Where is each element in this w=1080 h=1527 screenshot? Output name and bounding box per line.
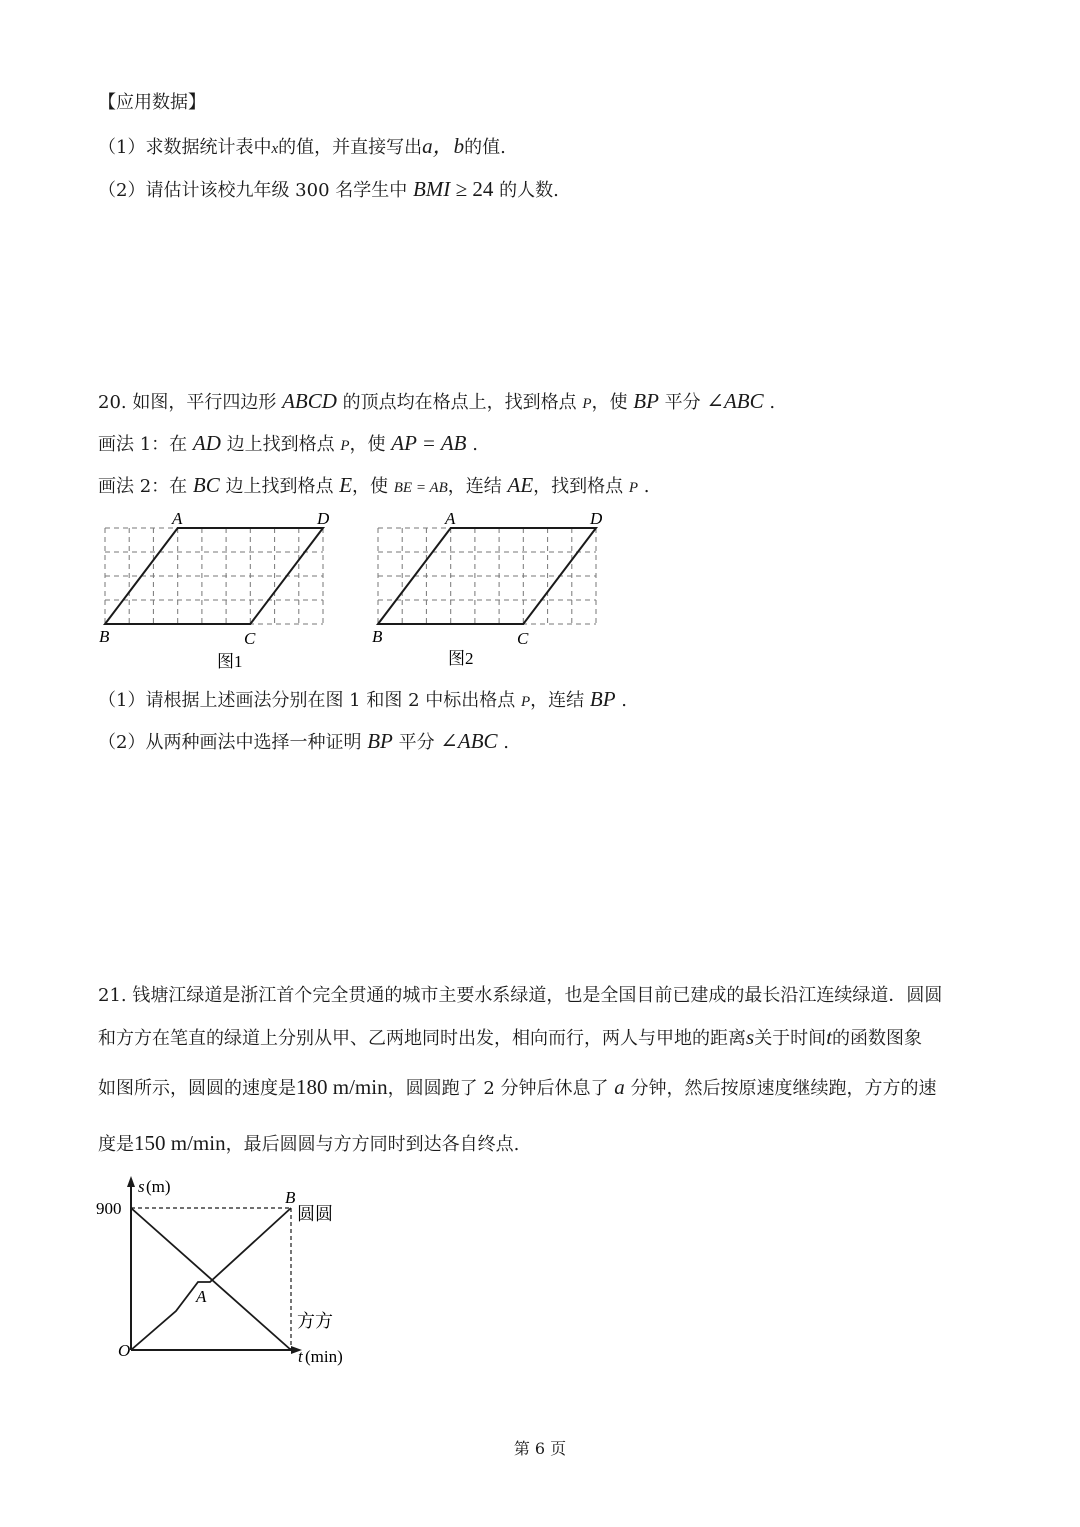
- grid-lines: [105, 528, 323, 624]
- series-yuanyuan-label: 圆圆: [297, 1204, 333, 1224]
- label-a: A: [445, 509, 456, 528]
- q20-method1: 画法 1：在 AD 边上找到格点 P，使 AP = AB .: [98, 431, 478, 455]
- q21-line1: 21. 钱塘江绿道是浙江首个完全贯通的城市主要水系绿道，也是全国目前已建成的最长沿江连续绿道．圆圆: [98, 985, 943, 1006]
- section-title: 【应用数据】: [98, 92, 206, 113]
- label-a: A: [172, 509, 183, 528]
- q19-part2: （2）请估计该校九年级 300 名学生中 BMI ≥ 24 的人数.: [98, 177, 559, 201]
- q19-part1: （1）求数据统计表中x的值，并直接写出a，b的值.: [98, 134, 506, 158]
- label-d: D: [590, 509, 603, 528]
- y-tick-900: 900: [96, 1199, 122, 1218]
- q20-stem: 20. 如图，平行四边形 ABCD 的顶点均在格点上，找到格点 P，使 BP 平分 ∠ABC .: [98, 389, 776, 413]
- grid-lines: [378, 528, 596, 624]
- q20-method2: 画法 2：在 BC 边上找到格点 E，使 BE = AB，连结 AE，找到格点 P .: [98, 473, 650, 497]
- figure-caption: 图1: [217, 652, 243, 671]
- distance-time-graph: [90, 1170, 370, 1370]
- origin-label: O: [118, 1341, 131, 1360]
- page-number: 第 6 页: [513, 1439, 567, 1458]
- label-b: B: [372, 627, 383, 646]
- figure-caption: 图2: [448, 649, 474, 668]
- q20-part2: （2）从两种画法中选择一种证明 BP 平分 ∠ABC .: [98, 729, 510, 753]
- label-c: C: [244, 629, 256, 648]
- point-a-label: A: [196, 1287, 207, 1306]
- q21-line4: 度是150 m/min，最后圆圆与方方同时到达各自终点.: [98, 1131, 520, 1155]
- label-d: D: [317, 509, 330, 528]
- y-axis-label-unit: (m): [146, 1177, 171, 1196]
- point-b-label: B: [285, 1188, 296, 1207]
- x-axis-label-t: t: [298, 1347, 303, 1366]
- figure-2-grid-parallelogram: [368, 505, 618, 675]
- q21-line2: 和方方在笔直的绿道上分别从甲、乙两地同时出发，相向而行，两人与甲地的距离s关于时间t的函数图象: [98, 1025, 923, 1049]
- figure-1-grid-parallelogram: [95, 505, 345, 675]
- label-c: C: [517, 629, 529, 648]
- q21-line3: 如图所示，圆圆的速度是180 m/min，圆圆跑了 2 分钟后休息了 a 分钟，然后按原速度继续跑，方方的速: [98, 1075, 937, 1099]
- y-axis-label-s: s: [138, 1177, 145, 1196]
- x-axis-label-unit: (min): [305, 1347, 343, 1366]
- label-b: B: [99, 627, 110, 646]
- series-fangfang-label: 方方: [297, 1311, 333, 1331]
- q20-part1: （1）请根据上述画法分别在图 1 和图 2 中标出格点 P，连结 BP .: [98, 687, 627, 711]
- y-axis-arrow: [127, 1176, 135, 1187]
